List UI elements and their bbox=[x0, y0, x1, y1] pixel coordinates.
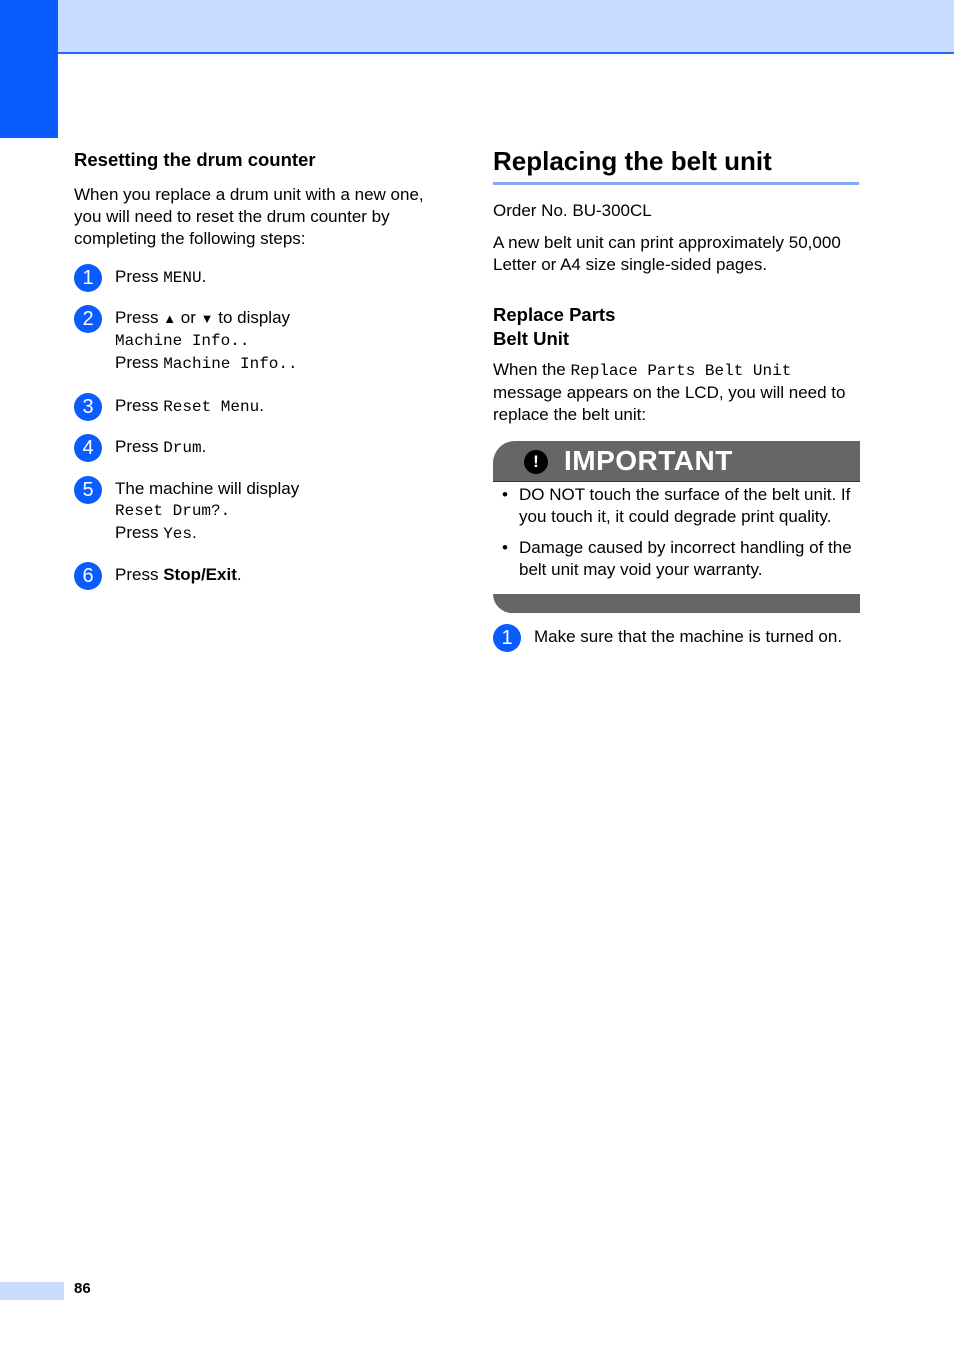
left-column bbox=[74, 148, 454, 586]
belt-message: When the Replace Parts Belt Unit message appears on the LCD, you will need to replace the belt unit: bbox=[493, 360, 846, 424]
important-header bbox=[493, 441, 860, 482]
section-heading-belt: Replacing the belt unit bbox=[493, 145, 859, 185]
belt-capacity: A new belt unit can print approximately 50,000 Letter or A4 size single-sided pages. bbox=[493, 233, 841, 274]
section-heading-drum: Resetting the drum counter bbox=[74, 149, 316, 170]
step-6: 6 Press Stop/Exit. bbox=[74, 564, 454, 586]
step-number: 5 bbox=[74, 476, 102, 504]
step-number: 6 bbox=[74, 562, 102, 590]
important-footer bbox=[493, 594, 860, 613]
chapter-tab bbox=[0, 0, 58, 138]
subheading-replace-parts: Replace Parts Belt Unit bbox=[493, 304, 616, 349]
belt-step-1: 1 Make sure that the machine is turned on. bbox=[493, 626, 860, 648]
drum-intro: When you replace a drum unit with a new one, you will need to reset the drum counter by completing the following steps: bbox=[74, 185, 424, 248]
step-5: 5 The machine will display Reset Drum?. Press Yes. bbox=[74, 478, 454, 545]
step-2: 2 Press ▲ or ▼ to display Machine Info.. Press Machine Info.. bbox=[74, 307, 454, 375]
important-list bbox=[493, 484, 860, 581]
step-number: 1 bbox=[493, 624, 521, 652]
step-number: 4 bbox=[74, 434, 102, 462]
important-title: IMPORTANT bbox=[564, 445, 733, 476]
step-4: 4 Press Drum. bbox=[74, 436, 454, 459]
list-item: • DO NOT touch the surface of the belt unit. If you touch it, it could degrade print quality. bbox=[502, 485, 851, 526]
step-3: 3 Press Reset Menu. bbox=[74, 395, 454, 418]
exclamation-icon: ! bbox=[524, 450, 548, 474]
page-number: 86 bbox=[74, 1280, 91, 1297]
right-column bbox=[493, 145, 861, 649]
up-arrow-icon: ▲ bbox=[163, 311, 177, 326]
down-arrow-icon: ▼ bbox=[200, 311, 214, 326]
order-number: Order No. BU-300CL bbox=[493, 201, 652, 220]
step-number: 1 bbox=[74, 264, 102, 292]
page-number-bar bbox=[0, 1282, 64, 1300]
step-number: 2 bbox=[74, 305, 102, 333]
step-number: 3 bbox=[74, 393, 102, 421]
header-band bbox=[58, 0, 954, 54]
list-item: • Damage caused by incorrect handling of the belt unit may void your warranty. bbox=[502, 538, 852, 579]
important-box bbox=[493, 441, 860, 648]
step-1: 1 Press MENU. bbox=[74, 266, 454, 289]
